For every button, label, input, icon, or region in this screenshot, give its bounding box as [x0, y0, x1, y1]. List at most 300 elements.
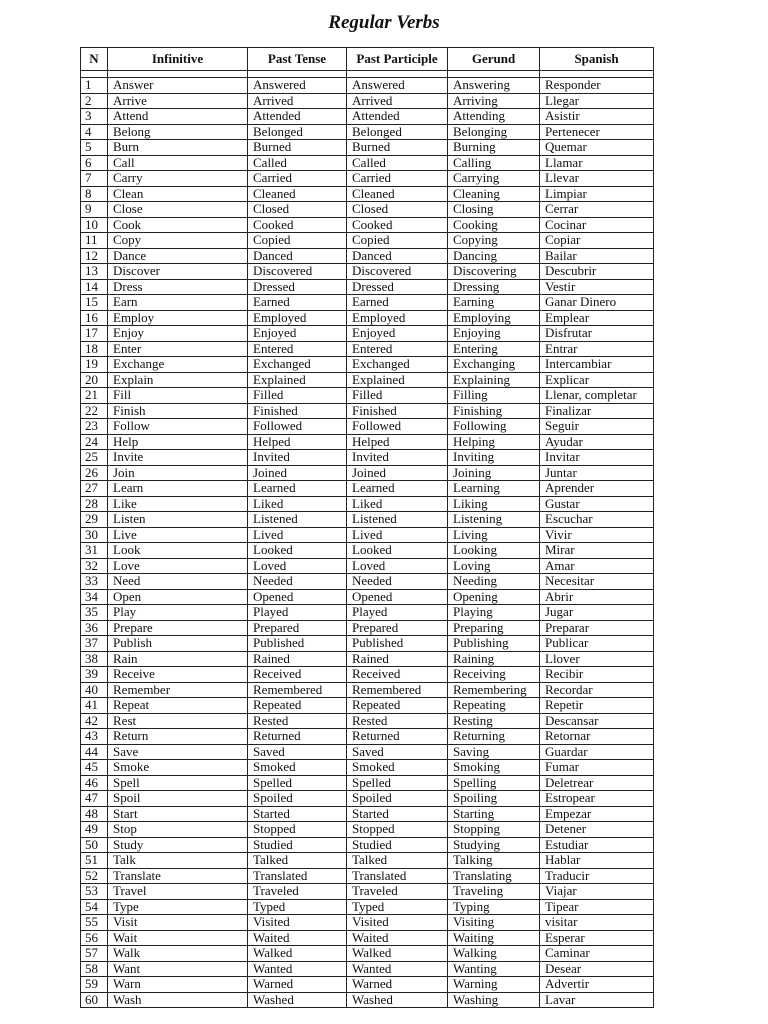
cell-past-participle: Filled — [347, 388, 448, 404]
cell-number: 13 — [81, 264, 108, 280]
cell-gerund: Liking — [448, 496, 540, 512]
cell-gerund: Spoiling — [448, 791, 540, 807]
cell-spanish: Advertir — [540, 977, 654, 993]
cell-past-participle: Cooked — [347, 217, 448, 233]
cell-spanish: Llamar — [540, 155, 654, 171]
header-past-tense: Past Tense — [248, 48, 347, 71]
cell-number: 16 — [81, 310, 108, 326]
cell-number: 10 — [81, 217, 108, 233]
table-row — [81, 481, 654, 497]
cell-gerund: Inviting — [448, 450, 540, 466]
cell-gerund: Learning — [448, 481, 540, 497]
cell-past-tense: Explained — [248, 372, 347, 388]
cell-spanish: Jugar — [540, 605, 654, 621]
cell-past-tense: Carried — [248, 171, 347, 187]
cell-infinitive: Call — [108, 155, 248, 171]
spacer-cell — [540, 71, 654, 78]
cell-past-participle: Remembered — [347, 682, 448, 698]
cell-infinitive: Stop — [108, 822, 248, 838]
cell-spanish: Llegar — [540, 93, 654, 109]
spacer-cell — [248, 71, 347, 78]
cell-infinitive: Burn — [108, 140, 248, 156]
cell-number: 35 — [81, 605, 108, 621]
cell-past-tense: Copied — [248, 233, 347, 249]
cell-number: 6 — [81, 155, 108, 171]
cell-past-participle: Talked — [347, 853, 448, 869]
cell-past-participle: Learned — [347, 481, 448, 497]
cell-past-tense: Looked — [248, 543, 347, 559]
table-row — [81, 434, 654, 450]
cell-past-tense: Wanted — [248, 961, 347, 977]
cell-past-participle: Repeated — [347, 698, 448, 714]
cell-number: 22 — [81, 403, 108, 419]
cell-spanish: Cocinar — [540, 217, 654, 233]
page-title: Regular Verbs — [328, 12, 440, 33]
cell-gerund: Finishing — [448, 403, 540, 419]
table-row — [81, 837, 654, 853]
cell-number: 53 — [81, 884, 108, 900]
cell-infinitive: Arrive — [108, 93, 248, 109]
cell-number: 48 — [81, 806, 108, 822]
table-row — [81, 326, 654, 342]
cell-past-participle: Looked — [347, 543, 448, 559]
cell-gerund: Filling — [448, 388, 540, 404]
cell-spanish: Esperar — [540, 930, 654, 946]
table-row — [81, 713, 654, 729]
cell-gerund: Explaining — [448, 372, 540, 388]
cell-gerund: Employing — [448, 310, 540, 326]
cell-infinitive: Remember — [108, 682, 248, 698]
cell-gerund: Wanting — [448, 961, 540, 977]
cell-past-tense: Dressed — [248, 279, 347, 295]
cell-past-participle: Finished — [347, 403, 448, 419]
cell-spanish: Llevar — [540, 171, 654, 187]
cell-infinitive: Employ — [108, 310, 248, 326]
table-row — [81, 279, 654, 295]
table-row — [81, 295, 654, 311]
table-row — [81, 465, 654, 481]
cell-number: 19 — [81, 357, 108, 373]
table-row — [81, 977, 654, 993]
cell-spanish: Vivir — [540, 527, 654, 543]
cell-past-tense: Saved — [248, 744, 347, 760]
cell-infinitive: Warn — [108, 977, 248, 993]
cell-number: 47 — [81, 791, 108, 807]
cell-past-tense: Washed — [248, 992, 347, 1008]
cell-past-tense: Started — [248, 806, 347, 822]
cell-infinitive: Start — [108, 806, 248, 822]
cell-number: 57 — [81, 946, 108, 962]
cell-spanish: Publicar — [540, 636, 654, 652]
cell-gerund: Saving — [448, 744, 540, 760]
cell-past-participle: Dressed — [347, 279, 448, 295]
cell-past-participle: Rained — [347, 651, 448, 667]
cell-infinitive: Save — [108, 744, 248, 760]
cell-infinitive: Fill — [108, 388, 248, 404]
cell-infinitive: Dress — [108, 279, 248, 295]
table-row — [81, 992, 654, 1008]
cell-spanish: Empezar — [540, 806, 654, 822]
cell-past-tense: Opened — [248, 589, 347, 605]
cell-infinitive: Exchange — [108, 357, 248, 373]
spacer-cell — [448, 71, 540, 78]
cell-gerund: Listening — [448, 512, 540, 528]
cell-infinitive: Listen — [108, 512, 248, 528]
cell-gerund: Typing — [448, 899, 540, 915]
cell-spanish: Necesitar — [540, 574, 654, 590]
cell-infinitive: Repeat — [108, 698, 248, 714]
cell-past-tense: Spoiled — [248, 791, 347, 807]
cell-past-participle: Spoiled — [347, 791, 448, 807]
cell-past-tense: Answered — [248, 78, 347, 94]
cell-infinitive: Clean — [108, 186, 248, 202]
table-row — [81, 682, 654, 698]
cell-past-tense: Burned — [248, 140, 347, 156]
cell-spanish: Viajar — [540, 884, 654, 900]
table-body — [81, 71, 654, 1008]
cell-number: 60 — [81, 992, 108, 1008]
cell-spanish: Entrar — [540, 341, 654, 357]
cell-infinitive: Answer — [108, 78, 248, 94]
cell-past-tense: Played — [248, 605, 347, 621]
cell-gerund: Resting — [448, 713, 540, 729]
cell-past-tense: Waited — [248, 930, 347, 946]
cell-past-participle: Invited — [347, 450, 448, 466]
table-row — [81, 822, 654, 838]
cell-number: 58 — [81, 961, 108, 977]
cell-infinitive: Help — [108, 434, 248, 450]
cell-past-tense: Entered — [248, 341, 347, 357]
cell-past-participle: Opened — [347, 589, 448, 605]
cell-past-tense: Visited — [248, 915, 347, 931]
cell-infinitive: Love — [108, 558, 248, 574]
cell-past-tense: Followed — [248, 419, 347, 435]
cell-past-participle: Employed — [347, 310, 448, 326]
cell-infinitive: Open — [108, 589, 248, 605]
cell-number: 43 — [81, 729, 108, 745]
cell-past-tense: Cleaned — [248, 186, 347, 202]
cell-number: 24 — [81, 434, 108, 450]
table-row — [81, 853, 654, 869]
cell-infinitive: Rain — [108, 651, 248, 667]
table-row — [81, 868, 654, 884]
table-row — [81, 915, 654, 931]
cell-spanish: Estudiar — [540, 837, 654, 853]
cell-number: 2 — [81, 93, 108, 109]
table-row — [81, 202, 654, 218]
cell-number: 34 — [81, 589, 108, 605]
cell-spanish: Recordar — [540, 682, 654, 698]
cell-infinitive: Smoke — [108, 760, 248, 776]
cell-number: 1 — [81, 78, 108, 94]
cell-spanish: Traducir — [540, 868, 654, 884]
cell-past-participle: Published — [347, 636, 448, 652]
cell-spanish: Lavar — [540, 992, 654, 1008]
cell-past-tense: Repeated — [248, 698, 347, 714]
cell-past-participle: Lived — [347, 527, 448, 543]
cell-spanish: Abrir — [540, 589, 654, 605]
cell-past-participle: Attended — [347, 109, 448, 125]
cell-past-participle: Washed — [347, 992, 448, 1008]
cell-gerund: Spelling — [448, 775, 540, 791]
table-row — [81, 248, 654, 264]
cell-past-tense: Employed — [248, 310, 347, 326]
cell-number: 15 — [81, 295, 108, 311]
cell-past-participle: Traveled — [347, 884, 448, 900]
cell-past-tense: Rested — [248, 713, 347, 729]
cell-spanish: Seguir — [540, 419, 654, 435]
cell-number: 12 — [81, 248, 108, 264]
table-row — [81, 93, 654, 109]
cell-spanish: Llover — [540, 651, 654, 667]
cell-gerund: Smoking — [448, 760, 540, 776]
cell-past-participle: Earned — [347, 295, 448, 311]
cell-past-participle: Burned — [347, 140, 448, 156]
cell-infinitive: Invite — [108, 450, 248, 466]
cell-infinitive: Spell — [108, 775, 248, 791]
cell-past-participle: Walked — [347, 946, 448, 962]
cell-gerund: Entering — [448, 341, 540, 357]
cell-past-participle: Joined — [347, 465, 448, 481]
cell-number: 46 — [81, 775, 108, 791]
table-row — [81, 217, 654, 233]
cell-infinitive: Copy — [108, 233, 248, 249]
cell-gerund: Answering — [448, 78, 540, 94]
header-infinitive: Infinitive — [108, 48, 248, 71]
table-row — [81, 109, 654, 125]
cell-past-participle: Enjoyed — [347, 326, 448, 342]
cell-spanish: Limpiar — [540, 186, 654, 202]
cell-gerund: Burning — [448, 140, 540, 156]
cell-past-participle: Typed — [347, 899, 448, 915]
cell-past-tense: Belonged — [248, 124, 347, 140]
cell-past-participle: Called — [347, 155, 448, 171]
cell-number: 29 — [81, 512, 108, 528]
table-row — [81, 806, 654, 822]
table-row — [81, 357, 654, 373]
cell-gerund: Receiving — [448, 667, 540, 683]
cell-past-tense: Discovered — [248, 264, 347, 280]
cell-spanish: Tipear — [540, 899, 654, 915]
cell-gerund: Joining — [448, 465, 540, 481]
cell-gerund: Exchanging — [448, 357, 540, 373]
cell-past-participle: Belonged — [347, 124, 448, 140]
cell-past-tense: Talked — [248, 853, 347, 869]
cell-gerund: Cleaning — [448, 186, 540, 202]
cell-infinitive: Earn — [108, 295, 248, 311]
cell-gerund: Remembering — [448, 682, 540, 698]
cell-past-tense: Finished — [248, 403, 347, 419]
cell-past-tense: Traveled — [248, 884, 347, 900]
cell-past-participle: Prepared — [347, 620, 448, 636]
cell-gerund: Discovering — [448, 264, 540, 280]
cell-gerund: Belonging — [448, 124, 540, 140]
cell-spanish: Ganar Dinero — [540, 295, 654, 311]
cell-past-participle: Waited — [347, 930, 448, 946]
cell-spanish: Descansar — [540, 713, 654, 729]
cell-gerund: Preparing — [448, 620, 540, 636]
cell-spanish: Caminar — [540, 946, 654, 962]
cell-gerund: Arriving — [448, 93, 540, 109]
table-row — [81, 78, 654, 94]
cell-past-tense: Walked — [248, 946, 347, 962]
cell-number: 51 — [81, 853, 108, 869]
table-row — [81, 744, 654, 760]
cell-number: 27 — [81, 481, 108, 497]
cell-number: 11 — [81, 233, 108, 249]
cell-infinitive: Finish — [108, 403, 248, 419]
cell-past-tense: Typed — [248, 899, 347, 915]
cell-past-tense: Translated — [248, 868, 347, 884]
table-row — [81, 961, 654, 977]
cell-gerund: Dressing — [448, 279, 540, 295]
cell-past-participle: Stopped — [347, 822, 448, 838]
cell-infinitive: Belong — [108, 124, 248, 140]
table-row — [81, 667, 654, 683]
cell-number: 8 — [81, 186, 108, 202]
cell-number: 37 — [81, 636, 108, 652]
table-row — [81, 698, 654, 714]
cell-past-participle: Returned — [347, 729, 448, 745]
cell-number: 32 — [81, 558, 108, 574]
cell-number: 55 — [81, 915, 108, 931]
cell-number: 31 — [81, 543, 108, 559]
cell-number: 17 — [81, 326, 108, 342]
cell-infinitive: Dance — [108, 248, 248, 264]
cell-past-tense: Learned — [248, 481, 347, 497]
cell-past-participle: Entered — [347, 341, 448, 357]
cell-past-tense: Cooked — [248, 217, 347, 233]
table-row — [81, 496, 654, 512]
cell-spanish: Escuchar — [540, 512, 654, 528]
cell-spanish: Quemar — [540, 140, 654, 156]
header-gerund: Gerund — [448, 48, 540, 71]
cell-past-tense: Enjoyed — [248, 326, 347, 342]
cell-past-participle: Explained — [347, 372, 448, 388]
cell-gerund: Starting — [448, 806, 540, 822]
cell-number: 59 — [81, 977, 108, 993]
table-row — [81, 512, 654, 528]
cell-spanish: Guardar — [540, 744, 654, 760]
cell-past-participle: Answered — [347, 78, 448, 94]
cell-past-tense: Smoked — [248, 760, 347, 776]
cell-spanish: Deletrear — [540, 775, 654, 791]
table-row — [81, 605, 654, 621]
cell-past-tense: Arrived — [248, 93, 347, 109]
cell-infinitive: Learn — [108, 481, 248, 497]
cell-spanish: Invitar — [540, 450, 654, 466]
header-spacer-row — [81, 71, 654, 78]
cell-infinitive: Carry — [108, 171, 248, 187]
cell-spanish: Gustar — [540, 496, 654, 512]
table-row — [81, 729, 654, 745]
table-row — [81, 186, 654, 202]
cell-number: 14 — [81, 279, 108, 295]
cell-spanish: Emplear — [540, 310, 654, 326]
header-number: N — [81, 48, 108, 71]
cell-past-tense: Called — [248, 155, 347, 171]
cell-infinitive: Wash — [108, 992, 248, 1008]
cell-past-participle: Listened — [347, 512, 448, 528]
cell-past-participle: Translated — [347, 868, 448, 884]
table-header-row — [81, 48, 654, 71]
cell-past-tense: Danced — [248, 248, 347, 264]
cell-infinitive: Walk — [108, 946, 248, 962]
cell-gerund: Visiting — [448, 915, 540, 931]
cell-number: 50 — [81, 837, 108, 853]
cell-past-tense: Stopped — [248, 822, 347, 838]
cell-spanish: Aprender — [540, 481, 654, 497]
cell-spanish: Intercambiar — [540, 357, 654, 373]
cell-gerund: Translating — [448, 868, 540, 884]
cell-number: 3 — [81, 109, 108, 125]
cell-number: 18 — [81, 341, 108, 357]
cell-past-participle: Studied — [347, 837, 448, 853]
cell-gerund: Waiting — [448, 930, 540, 946]
cell-number: 4 — [81, 124, 108, 140]
cell-infinitive: Talk — [108, 853, 248, 869]
cell-infinitive: Cook — [108, 217, 248, 233]
cell-spanish: Asistir — [540, 109, 654, 125]
cell-gerund: Repeating — [448, 698, 540, 714]
cell-spanish: Fumar — [540, 760, 654, 776]
table-row — [81, 884, 654, 900]
cell-number: 39 — [81, 667, 108, 683]
cell-spanish: Estropear — [540, 791, 654, 807]
cell-past-participle: Spelled — [347, 775, 448, 791]
cell-spanish: Copiar — [540, 233, 654, 249]
cell-gerund: Studying — [448, 837, 540, 853]
table-row — [81, 140, 654, 156]
table-row — [81, 775, 654, 791]
cell-gerund: Opening — [448, 589, 540, 605]
spacer-cell — [108, 71, 248, 78]
cell-spanish: Finalizar — [540, 403, 654, 419]
cell-gerund: Living — [448, 527, 540, 543]
cell-gerund: Enjoying — [448, 326, 540, 342]
cell-infinitive: Prepare — [108, 620, 248, 636]
cell-infinitive: Study — [108, 837, 248, 853]
cell-number: 9 — [81, 202, 108, 218]
table-row — [81, 155, 654, 171]
table-row — [81, 930, 654, 946]
cell-number: 40 — [81, 682, 108, 698]
cell-number: 23 — [81, 419, 108, 435]
cell-spanish: Descubrir — [540, 264, 654, 280]
cell-gerund: Traveling — [448, 884, 540, 900]
cell-infinitive: Play — [108, 605, 248, 621]
cell-gerund: Talking — [448, 853, 540, 869]
cell-past-participle: Loved — [347, 558, 448, 574]
cell-gerund: Walking — [448, 946, 540, 962]
cell-gerund: Closing — [448, 202, 540, 218]
cell-past-participle: Visited — [347, 915, 448, 931]
cell-gerund: Attending — [448, 109, 540, 125]
cell-spanish: visitar — [540, 915, 654, 931]
cell-infinitive: Want — [108, 961, 248, 977]
cell-past-participle: Danced — [347, 248, 448, 264]
cell-number: 42 — [81, 713, 108, 729]
cell-past-tense: Listened — [248, 512, 347, 528]
cell-past-tense: Published — [248, 636, 347, 652]
table-row — [81, 543, 654, 559]
table-row — [81, 620, 654, 636]
table-row — [81, 636, 654, 652]
cell-spanish: Hablar — [540, 853, 654, 869]
cell-number: 25 — [81, 450, 108, 466]
cell-past-tense: Attended — [248, 109, 347, 125]
cell-past-tense: Needed — [248, 574, 347, 590]
